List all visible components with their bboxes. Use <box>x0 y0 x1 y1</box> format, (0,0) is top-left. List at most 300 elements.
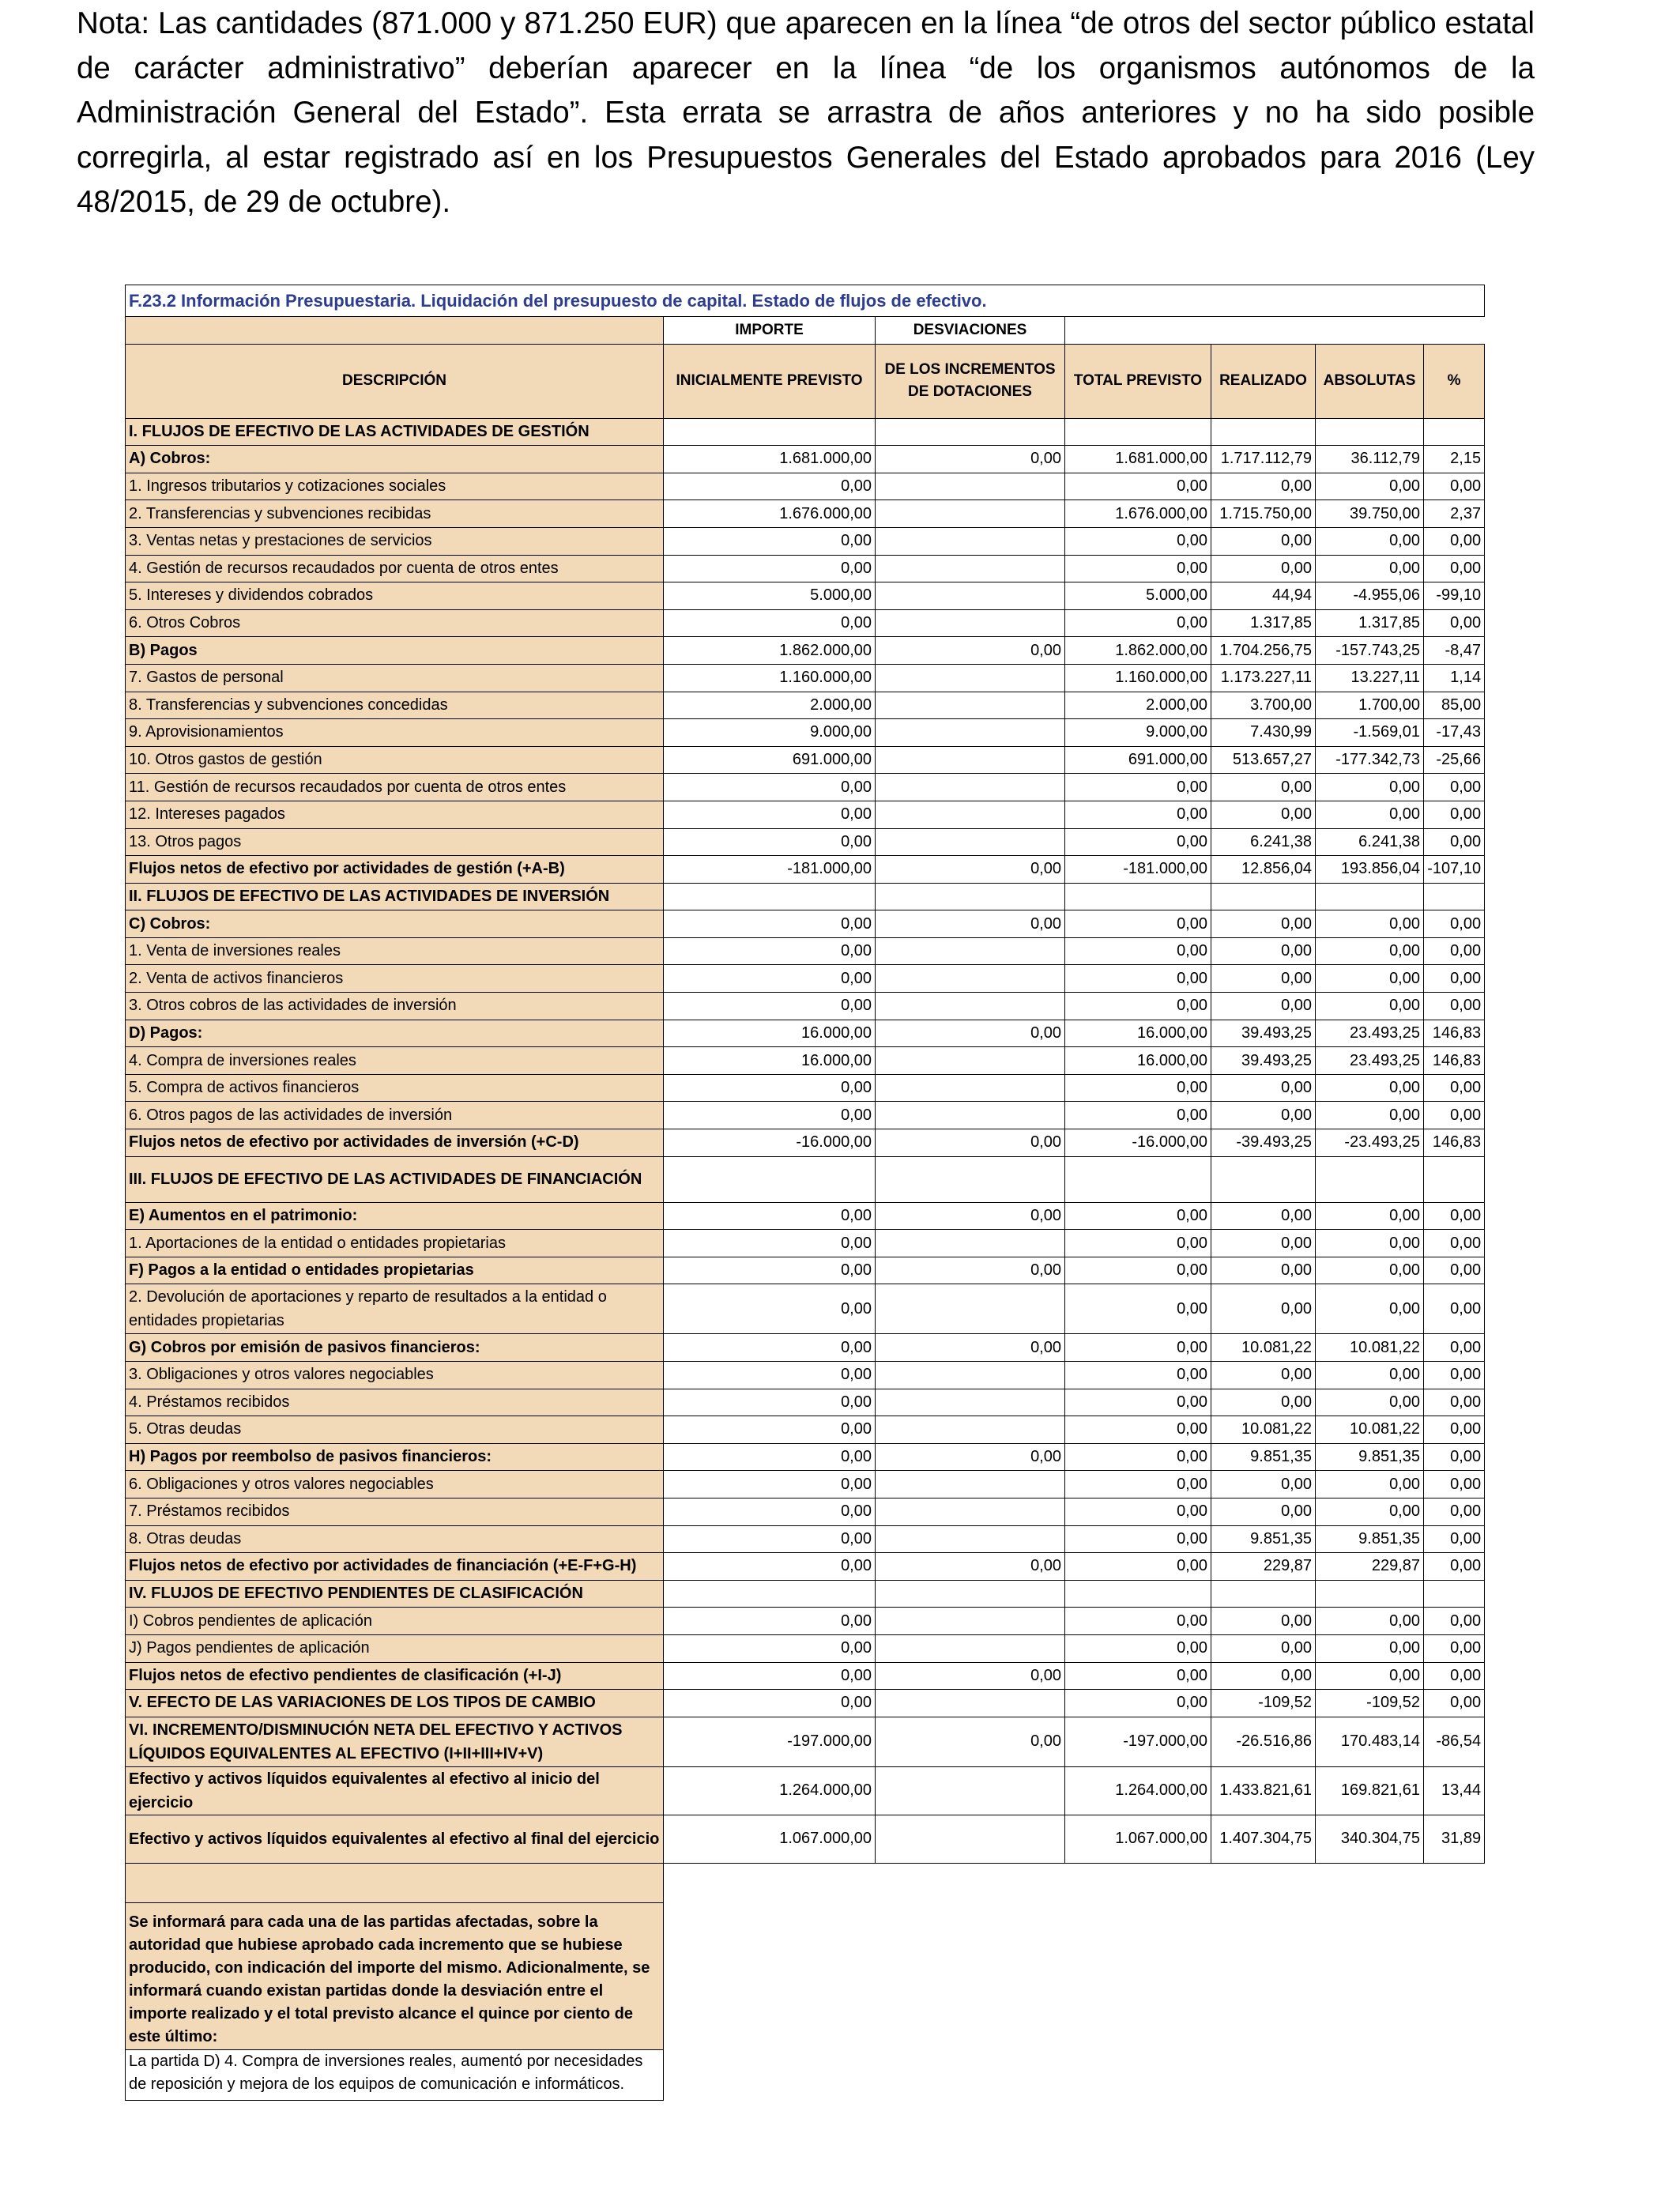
row-description: 3. Otros cobros de las actividades de inversión <box>126 993 664 1020</box>
table-row <box>126 1102 1485 1129</box>
cell-total: 0,00 <box>1065 965 1211 993</box>
cell-total: 691.000,00 <box>1065 746 1211 774</box>
cell-absolutas: 0,00 <box>1316 965 1424 993</box>
cell-inicial: 0,00 <box>664 1690 876 1717</box>
header-desviaciones: DESVIACIONES <box>876 317 1065 345</box>
cell-realizado: 39.493,25 <box>1211 1020 1316 1047</box>
table-row <box>126 1389 1485 1416</box>
cell-absolutas: 0,00 <box>1316 1362 1424 1389</box>
cell-pct: 0,00 <box>1424 828 1485 856</box>
cell-inicial: 0,00 <box>664 555 876 582</box>
table-row <box>126 1020 1485 1047</box>
cell-realizado: 0,00 <box>1211 555 1316 582</box>
cell-absolutas: 6.241,38 <box>1316 828 1424 856</box>
cell-pct: 0,00 <box>1424 993 1485 1020</box>
row-description: D) Pagos: <box>126 1020 664 1047</box>
cell-total: 0,00 <box>1065 1471 1211 1498</box>
table-row <box>126 500 1485 528</box>
cell-absolutas: 0,00 <box>1316 1102 1424 1129</box>
table-row <box>126 828 1485 856</box>
cell-inicial <box>664 1580 876 1608</box>
cell-inicial: 2.000,00 <box>664 692 876 719</box>
footer-explanation: La partida D) 4. Compra de inversiones reales, aumentó por necesidades de reposición y mejora de los equipos de comunicación e informáticos. <box>126 2049 664 2100</box>
table-row <box>126 1074 1485 1102</box>
cell-pct: 85,00 <box>1424 692 1485 719</box>
cell-incrementos <box>876 774 1065 801</box>
cell-absolutas: 0,00 <box>1316 1257 1424 1284</box>
cell-absolutas: -4.955,06 <box>1316 582 1424 610</box>
row-description: 6. Otros pagos de las actividades de inversión <box>126 1102 664 1129</box>
table-row <box>126 555 1485 582</box>
cell-pct: -25,66 <box>1424 746 1485 774</box>
cell-realizado: 0,00 <box>1211 527 1316 555</box>
header-realizado: REALIZADO <box>1211 344 1316 418</box>
errata-note: Nota: Las cantidades (871.000 y 871.250 EUR) que aparecen en la línea “de otros del sector público estatal de carácter administrativo” deberían aparecer en la línea “de los organismos autónomos de la Administración General del Estado”. Esta errata se arrastra de años anteriores y no ha sido posible corregirla, al estar registrado así en los Presupuestos Generales del Estado aprobados para 2016 (Ley 48/2015, de 29 de octubre). <box>77 6 1535 219</box>
row-description: H) Pagos por reembolso de pasivos financieros: <box>126 1443 664 1471</box>
table-row <box>126 1257 1485 1284</box>
cell-inicial: 0,00 <box>664 1230 876 1257</box>
cell-inicial <box>664 1156 876 1202</box>
cell-realizado <box>1211 883 1316 910</box>
cell-total: 0,00 <box>1065 1416 1211 1444</box>
table-row <box>126 418 1485 446</box>
cell-total: 0,00 <box>1065 1662 1211 1690</box>
cell-inicial: 0,00 <box>664 1074 876 1102</box>
cell-pct: 2,15 <box>1424 446 1485 473</box>
table-row <box>126 719 1485 747</box>
cell-realizado: 0,00 <box>1211 1202 1316 1230</box>
cell-incrementos <box>876 527 1065 555</box>
cell-pct: 146,83 <box>1424 1020 1485 1047</box>
cell-pct: 31,89 <box>1424 1815 1485 1863</box>
cell-incrementos: 0,00 <box>876 1553 1065 1581</box>
table-row <box>126 1717 1485 1766</box>
row-description: 7. Gastos de personal <box>126 664 664 692</box>
row-description: 4. Compra de inversiones reales <box>126 1047 664 1075</box>
cell-inicial: 0,00 <box>664 937 876 965</box>
cell-total: 0,00 <box>1065 1553 1211 1581</box>
row-description: Flujos netos de efectivo pendientes de clasificación (+I-J) <box>126 1662 664 1690</box>
cell-inicial: 0,00 <box>664 801 876 828</box>
table-row <box>126 1284 1485 1334</box>
cell-incrementos: 0,00 <box>876 637 1065 665</box>
cell-total: 0,00 <box>1065 801 1211 828</box>
cell-inicial: 0,00 <box>664 1416 876 1444</box>
cell-realizado: 0,00 <box>1211 1284 1316 1334</box>
cell-absolutas: 23.493,25 <box>1316 1047 1424 1075</box>
cell-pct: 0,00 <box>1424 1662 1485 1690</box>
cell-total: 5.000,00 <box>1065 582 1211 610</box>
cell-total: 0,00 <box>1065 609 1211 637</box>
table-row <box>126 692 1485 719</box>
cell-total: 0,00 <box>1065 1690 1211 1717</box>
row-description: 3. Obligaciones y otros valores negociables <box>126 1362 664 1389</box>
row-description: 6. Otros Cobros <box>126 609 664 637</box>
cell-incrementos: 0,00 <box>876 1334 1065 1362</box>
cell-incrementos <box>876 1634 1065 1662</box>
cell-total <box>1065 418 1211 446</box>
table-row <box>126 883 1485 910</box>
cell-total <box>1065 1156 1211 1202</box>
cell-pct: -107,10 <box>1424 856 1485 884</box>
cell-inicial: 0,00 <box>664 774 876 801</box>
cell-absolutas: 9.851,35 <box>1316 1525 1424 1553</box>
cell-incrementos <box>876 1690 1065 1717</box>
cell-pct: 0,00 <box>1424 1389 1485 1416</box>
table-row <box>126 1416 1485 1444</box>
cell-inicial: 9.000,00 <box>664 719 876 747</box>
cell-absolutas: 0,00 <box>1316 1230 1424 1257</box>
cell-absolutas: 0,00 <box>1316 527 1424 555</box>
row-description: 1. Ingresos tributarios y cotizaciones sociales <box>126 473 664 500</box>
cell-total: 1.681.000,00 <box>1065 446 1211 473</box>
cell-realizado: 1.317,85 <box>1211 609 1316 637</box>
cell-inicial: 0,00 <box>664 609 876 637</box>
cell-inicial: 0,00 <box>664 1608 876 1635</box>
row-description: V. EFECTO DE LAS VARIACIONES DE LOS TIPOS DE CAMBIO <box>126 1690 664 1717</box>
cell-absolutas: -177.342,73 <box>1316 746 1424 774</box>
table-row <box>126 1662 1485 1690</box>
cell-inicial: 0,00 <box>664 1334 876 1362</box>
cell-inicial: 16.000,00 <box>664 1020 876 1047</box>
cell-incrementos <box>876 746 1065 774</box>
cell-incrementos: 0,00 <box>876 1202 1065 1230</box>
cell-realizado: 0,00 <box>1211 1389 1316 1416</box>
cell-incrementos <box>876 609 1065 637</box>
cell-total: 0,00 <box>1065 1608 1211 1635</box>
cell-total: 0,00 <box>1065 1284 1211 1334</box>
cell-absolutas: 0,00 <box>1316 555 1424 582</box>
row-description: 8. Transferencias y subvenciones concedidas <box>126 692 664 719</box>
cell-absolutas: 10.081,22 <box>1316 1334 1424 1362</box>
cell-realizado: 0,00 <box>1211 801 1316 828</box>
cell-total: 0,00 <box>1065 1498 1211 1525</box>
cell-pct: 0,00 <box>1424 1102 1485 1129</box>
cell-inicial: 0,00 <box>664 993 876 1020</box>
cell-total: 0,00 <box>1065 774 1211 801</box>
cell-realizado: 0,00 <box>1211 473 1316 500</box>
table-row <box>126 1766 1485 1815</box>
cell-pct: 0,00 <box>1424 910 1485 938</box>
cell-realizado <box>1211 418 1316 446</box>
cell-incrementos <box>876 664 1065 692</box>
table-row <box>126 609 1485 637</box>
cell-inicial: 0,00 <box>664 1553 876 1581</box>
cell-total: 0,00 <box>1065 473 1211 500</box>
row-description: 1. Venta de inversiones reales <box>126 937 664 965</box>
row-description: C) Cobros: <box>126 910 664 938</box>
cell-pct: 0,00 <box>1424 1498 1485 1525</box>
cell-pct: 0,00 <box>1424 774 1485 801</box>
cell-pct: 0,00 <box>1424 937 1485 965</box>
cell-absolutas: 0,00 <box>1316 801 1424 828</box>
cell-inicial: 0,00 <box>664 1525 876 1553</box>
table-row <box>126 801 1485 828</box>
cell-incrementos <box>876 418 1065 446</box>
row-description: B) Pagos <box>126 637 664 665</box>
table-row <box>126 856 1485 884</box>
cell-incrementos <box>876 582 1065 610</box>
cell-realizado: 1.704.256,75 <box>1211 637 1316 665</box>
cell-total: 0,00 <box>1065 527 1211 555</box>
cell-total: 9.000,00 <box>1065 719 1211 747</box>
cell-incrementos <box>876 1156 1065 1202</box>
cell-absolutas: 0,00 <box>1316 910 1424 938</box>
cell-absolutas: -109,52 <box>1316 1690 1424 1717</box>
cell-total: 0,00 <box>1065 993 1211 1020</box>
cell-total: 0,00 <box>1065 555 1211 582</box>
cell-inicial: 0,00 <box>664 1257 876 1284</box>
table-row <box>126 1334 1485 1362</box>
header-importe: IMPORTE <box>664 317 876 345</box>
table-row <box>126 1608 1485 1635</box>
cell-pct: 0,00 <box>1424 1362 1485 1389</box>
cash-flow-table <box>125 285 1485 2101</box>
cell-realizado: 10.081,22 <box>1211 1416 1316 1444</box>
cell-realizado: 0,00 <box>1211 1662 1316 1690</box>
cell-total: 1.264.000,00 <box>1065 1766 1211 1815</box>
cell-realizado: -39.493,25 <box>1211 1129 1316 1157</box>
cell-inicial <box>664 883 876 910</box>
cell-total: 0,00 <box>1065 1362 1211 1389</box>
cell-realizado: 1.433.821,61 <box>1211 1766 1316 1815</box>
cell-total: 1.862.000,00 <box>1065 637 1211 665</box>
cell-absolutas <box>1316 418 1424 446</box>
cell-inicial: 1.862.000,00 <box>664 637 876 665</box>
cell-absolutas: 340.304,75 <box>1316 1815 1424 1863</box>
table-row <box>126 937 1485 965</box>
cell-realizado: 7.430,99 <box>1211 719 1316 747</box>
cell-inicial: 0,00 <box>664 1102 876 1129</box>
cell-realizado: 9.851,35 <box>1211 1525 1316 1553</box>
table-row <box>126 1443 1485 1471</box>
table-row <box>126 1230 1485 1257</box>
row-description: 4. Préstamos recibidos <box>126 1389 664 1416</box>
row-description: 10. Otros gastos de gestión <box>126 746 664 774</box>
row-description: II. FLUJOS DE EFECTIVO DE LAS ACTIVIDADES DE INVERSIÓN <box>126 883 664 910</box>
cell-realizado: 12.856,04 <box>1211 856 1316 884</box>
cell-pct: 0,00 <box>1424 965 1485 993</box>
cell-absolutas <box>1316 883 1424 910</box>
cell-inicial: 0,00 <box>664 910 876 938</box>
cell-inicial: 0,00 <box>664 1443 876 1471</box>
cell-incrementos <box>876 473 1065 500</box>
row-description: Flujos netos de efectivo por actividades de gestión (+A-B) <box>126 856 664 884</box>
cell-total <box>1065 1580 1211 1608</box>
cell-incrementos: 0,00 <box>876 856 1065 884</box>
cell-absolutas: -1.569,01 <box>1316 719 1424 747</box>
cell-total: 0,00 <box>1065 910 1211 938</box>
cell-realizado: 9.851,35 <box>1211 1443 1316 1471</box>
cell-total: 2.000,00 <box>1065 692 1211 719</box>
cell-realizado: 44,94 <box>1211 582 1316 610</box>
cell-total: 1.160.000,00 <box>1065 664 1211 692</box>
cell-realizado: -109,52 <box>1211 1690 1316 1717</box>
cell-incrementos: 0,00 <box>876 1257 1065 1284</box>
cell-pct: 13,44 <box>1424 1766 1485 1815</box>
cell-total: 0,00 <box>1065 1334 1211 1362</box>
cell-incrementos <box>876 1047 1065 1075</box>
cell-inicial: 0,00 <box>664 1471 876 1498</box>
cell-inicial: 0,00 <box>664 473 876 500</box>
cell-incrementos: 0,00 <box>876 1129 1065 1157</box>
cell-total: 0,00 <box>1065 1443 1211 1471</box>
cell-inicial: 1.676.000,00 <box>664 500 876 528</box>
cell-inicial: 16.000,00 <box>664 1047 876 1075</box>
cell-pct: 0,00 <box>1424 1284 1485 1334</box>
cell-incrementos: 0,00 <box>876 910 1065 938</box>
cell-realizado: 0,00 <box>1211 1257 1316 1284</box>
row-description: Efectivo y activos líquidos equivalentes al efectivo al final del ejercicio <box>126 1815 664 1863</box>
cell-pct <box>1424 418 1485 446</box>
cell-realizado: 513.657,27 <box>1211 746 1316 774</box>
cell-incrementos <box>876 1074 1065 1102</box>
cell-incrementos <box>876 1815 1065 1863</box>
cell-incrementos <box>876 1498 1065 1525</box>
row-description: IV. FLUJOS DE EFECTIVO PENDIENTES DE CLASIFICACIÓN <box>126 1580 664 1608</box>
cell-realizado: 0,00 <box>1211 1102 1316 1129</box>
header-descripcion: DESCRIPCIÓN <box>126 344 664 418</box>
footer-note: Se informará para cada una de las partidas afectadas, sobre la autoridad que hubiese aprobado cada incremento que se hubiese producido, con indicación del importe del mismo. Adicionalmente, se informará cuando existan partidas donde la desviación entre el importe realizado y el total previsto alcance el quince por ciento de este último: <box>126 1902 664 2049</box>
cell-absolutas: 0,00 <box>1316 1284 1424 1334</box>
cell-incrementos <box>876 500 1065 528</box>
cell-incrementos <box>876 555 1065 582</box>
cell-realizado <box>1211 1156 1316 1202</box>
table-row <box>126 774 1485 801</box>
cell-incrementos <box>876 801 1065 828</box>
row-description: 4. Gestión de recursos recaudados por cuenta de otros entes <box>126 555 664 582</box>
table-row <box>126 910 1485 938</box>
row-description: G) Cobros por emisión de pasivos financieros: <box>126 1334 664 1362</box>
cell-absolutas: 0,00 <box>1316 937 1424 965</box>
cell-realizado: 0,00 <box>1211 1362 1316 1389</box>
cell-realizado: 0,00 <box>1211 774 1316 801</box>
cell-realizado: 0,00 <box>1211 937 1316 965</box>
cell-absolutas: 0,00 <box>1316 1634 1424 1662</box>
row-description: VI. INCREMENTO/DISMINUCIÓN NETA DEL EFECTIVO Y ACTIVOS LÍQUIDOS EQUIVALENTES AL EFECTIVO (I+II+III+IV+V) <box>126 1717 664 1766</box>
cell-absolutas: 10.081,22 <box>1316 1416 1424 1444</box>
cell-pct: 0,00 <box>1424 1202 1485 1230</box>
table-row <box>126 1690 1485 1717</box>
cell-total: 16.000,00 <box>1065 1020 1211 1047</box>
row-description: 5. Otras deudas <box>126 1416 664 1444</box>
table-row <box>126 1156 1485 1202</box>
cell-absolutas <box>1316 1156 1424 1202</box>
cell-pct: 0,00 <box>1424 1074 1485 1102</box>
cell-absolutas: 1.700,00 <box>1316 692 1424 719</box>
cell-total <box>1065 883 1211 910</box>
cell-total: 16.000,00 <box>1065 1047 1211 1075</box>
cell-total: 1.676.000,00 <box>1065 500 1211 528</box>
row-description: I) Cobros pendientes de aplicación <box>126 1608 664 1635</box>
cell-absolutas: 193.856,04 <box>1316 856 1424 884</box>
cell-incrementos <box>876 965 1065 993</box>
table-row <box>126 1129 1485 1157</box>
cell-pct: 0,00 <box>1424 1230 1485 1257</box>
cell-pct: 1,14 <box>1424 664 1485 692</box>
cell-inicial: 0,00 <box>664 1634 876 1662</box>
header-absolutas: ABSOLUTAS <box>1316 344 1424 418</box>
cell-incrementos: 0,00 <box>876 1443 1065 1471</box>
cell-inicial: 1.264.000,00 <box>664 1766 876 1815</box>
table-row <box>126 446 1485 473</box>
table-row <box>126 1580 1485 1608</box>
row-description: 2. Transferencias y subvenciones recibidas <box>126 500 664 528</box>
cell-incrementos <box>876 883 1065 910</box>
row-description: J) Pagos pendientes de aplicación <box>126 1634 664 1662</box>
cell-total: 0,00 <box>1065 828 1211 856</box>
cell-realizado: 39.493,25 <box>1211 1047 1316 1075</box>
cell-inicial: 0,00 <box>664 1389 876 1416</box>
cell-total: 0,00 <box>1065 1389 1211 1416</box>
table-row <box>126 1525 1485 1553</box>
cell-realizado: 0,00 <box>1211 1471 1316 1498</box>
cell-inicial: 0,00 <box>664 965 876 993</box>
cell-absolutas <box>1316 1580 1424 1608</box>
row-description: I. FLUJOS DE EFECTIVO DE LAS ACTIVIDADES DE GESTIÓN <box>126 418 664 446</box>
cell-absolutas: 0,00 <box>1316 473 1424 500</box>
cell-pct: 0,00 <box>1424 1553 1485 1581</box>
cell-total: 1.067.000,00 <box>1065 1815 1211 1863</box>
row-description: 13. Otros pagos <box>126 828 664 856</box>
table-row <box>126 1815 1485 1863</box>
cell-incrementos <box>876 937 1065 965</box>
cell-absolutas: 0,00 <box>1316 1074 1424 1102</box>
row-description: III. FLUJOS DE EFECTIVO DE LAS ACTIVIDADES DE FINANCIACIÓN <box>126 1156 664 1202</box>
row-description: 11. Gestión de recursos recaudados por cuenta de otros entes <box>126 774 664 801</box>
cell-absolutas: 170.483,14 <box>1316 1717 1424 1766</box>
cell-realizado: 3.700,00 <box>1211 692 1316 719</box>
row-description: Flujos netos de efectivo por actividades de financiación (+E-F+G-H) <box>126 1553 664 1581</box>
row-description: 1. Aportaciones de la entidad o entidades propietarias <box>126 1230 664 1257</box>
cell-absolutas: 0,00 <box>1316 993 1424 1020</box>
cell-absolutas: 9.851,35 <box>1316 1443 1424 1471</box>
row-description: A) Cobros: <box>126 446 664 473</box>
cell-pct: 0,00 <box>1424 1471 1485 1498</box>
cell-pct: 0,00 <box>1424 801 1485 828</box>
cell-realizado: 0,00 <box>1211 1498 1316 1525</box>
cell-incrementos <box>876 1416 1065 1444</box>
row-description: Efectivo y activos líquidos equivalentes al efectivo al inicio del ejercicio <box>126 1766 664 1815</box>
cell-absolutas: 0,00 <box>1316 1471 1424 1498</box>
row-description: 2. Devolución de aportaciones y reparto de resultados a la entidad o entidades propietarias <box>126 1284 664 1334</box>
cell-pct: 0,00 <box>1424 1334 1485 1362</box>
cell-pct <box>1424 1580 1485 1608</box>
table-row <box>126 1047 1485 1075</box>
cell-inicial: 691.000,00 <box>664 746 876 774</box>
cell-incrementos <box>876 1525 1065 1553</box>
cell-pct: -86,54 <box>1424 1717 1485 1766</box>
row-description: 5. Compra de activos financieros <box>126 1074 664 1102</box>
row-description: 12. Intereses pagados <box>126 801 664 828</box>
cell-inicial: 1.160.000,00 <box>664 664 876 692</box>
cell-realizado: 6.241,38 <box>1211 828 1316 856</box>
cell-realizado: 1.717.112,79 <box>1211 446 1316 473</box>
cell-incrementos: 0,00 <box>876 446 1065 473</box>
cell-realizado: 0,00 <box>1211 1074 1316 1102</box>
cell-absolutas: 0,00 <box>1316 1202 1424 1230</box>
cell-pct <box>1424 1156 1485 1202</box>
table-row <box>126 1498 1485 1525</box>
cell-inicial: 0,00 <box>664 527 876 555</box>
cell-incrementos <box>876 1580 1065 1608</box>
cell-total: -16.000,00 <box>1065 1129 1211 1157</box>
cell-pct: -17,43 <box>1424 719 1485 747</box>
cell-absolutas: 1.317,85 <box>1316 609 1424 637</box>
cell-absolutas: 0,00 <box>1316 1662 1424 1690</box>
row-description: 9. Aprovisionamientos <box>126 719 664 747</box>
table-row <box>126 1471 1485 1498</box>
